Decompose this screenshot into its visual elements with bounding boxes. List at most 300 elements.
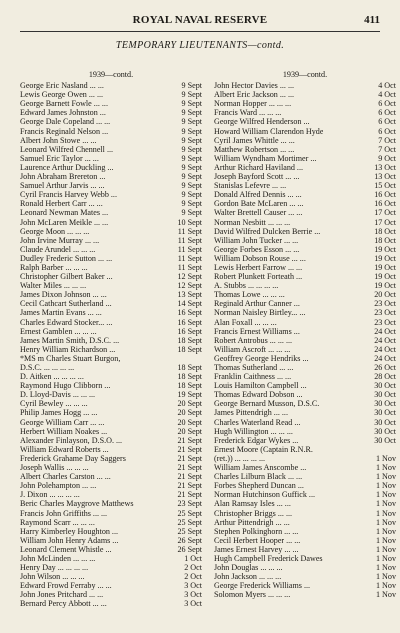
seniority-date: 25 Sept: [177, 526, 202, 536]
seniority-date: 1 Nov: [375, 453, 396, 463]
officer-entry: [20, 354, 202, 363]
seniority-date: 9 Sept: [181, 153, 202, 163]
seniority-date: 23 Oct: [374, 299, 396, 309]
officer-name: Gordon Bate McLaren ... ...: [214, 199, 304, 209]
seniority-date: 9 Sept: [181, 162, 202, 172]
officer-entry: [20, 563, 202, 572]
officer-entry: [20, 108, 202, 117]
officer-entry: [214, 263, 396, 272]
officer-entry: [214, 581, 396, 590]
seniority-date: 1 Nov: [375, 581, 396, 591]
seniority-date: 20 Sept: [177, 417, 202, 427]
officer-entry: [214, 299, 396, 308]
officer-name: Francis Ward ... ... ...: [214, 108, 282, 118]
officer-name: D.S.C. ... ... ... ...: [20, 363, 75, 372]
seniority-date: 18 Sept: [177, 381, 202, 391]
officer-entry: [20, 254, 202, 263]
seniority-date: 26 Sept: [177, 535, 202, 545]
seniority-date: 15 Oct: [374, 181, 396, 191]
officer-entry: [20, 509, 202, 518]
officer-name: Francis Reginald Nelson ...: [20, 126, 109, 136]
seniority-date: 1 Nov: [375, 508, 396, 518]
officer-entry: [20, 381, 202, 390]
officer-entry: [20, 436, 202, 445]
seniority-date: 21 Sept: [177, 444, 202, 454]
seniority-date: 11 Sept: [177, 262, 202, 272]
officer-entry: [214, 181, 396, 190]
officer-entry: [214, 399, 396, 408]
officer-entry: [20, 463, 202, 472]
officer-name: Raymond Hugo Clibborn ...: [20, 381, 111, 391]
officer-name: Francis John Griffiths ... ...: [20, 508, 108, 518]
officer-entry: [20, 208, 202, 217]
officer-entry: [20, 554, 202, 563]
seniority-date: 1 Nov: [375, 535, 396, 545]
officer-entry: [20, 545, 202, 554]
officer-entry: [214, 272, 396, 281]
seniority-date: 9 Sept: [181, 181, 202, 191]
officer-name: A. Stubbs ... ... ... ...: [214, 281, 279, 291]
seniority-date: 21 Sept: [177, 481, 202, 491]
officer-entry: [214, 136, 396, 145]
header-rule: [20, 31, 380, 32]
seniority-date: 9 Sept: [181, 172, 202, 182]
seniority-date: 18 Sept: [177, 335, 202, 345]
officer-entry: [20, 327, 202, 336]
officer-name: Norman Nesbitt ... ... ...: [214, 217, 291, 227]
seniority-date: 25 Sept: [177, 517, 202, 527]
right-column-heading: 1939—contd.: [282, 70, 328, 79]
officer-name: Charles Lilburn Black ... ...: [214, 472, 303, 482]
officer-entry: [20, 227, 202, 236]
seniority-date: 9 Sept: [181, 126, 202, 136]
officer-name: Christopher Briggs ... ...: [214, 508, 293, 518]
officer-name: James Dixon Johnson ... ...: [20, 290, 107, 300]
officer-entry: [214, 481, 396, 490]
officer-entry: [214, 390, 396, 399]
officer-entry: [20, 454, 202, 463]
officer-name: Donald Alfred Dennis ... ...: [214, 190, 302, 200]
officer-name: Geoffrey George Hendriks ...: [214, 353, 309, 363]
seniority-date: 20 Sept: [177, 426, 202, 436]
officer-entry: [20, 490, 202, 499]
officer-name: Stephen Polkinghorn ... ...: [214, 526, 299, 536]
officer-name: Cyril Bewley ... ... ...: [20, 399, 88, 409]
officer-entry: [20, 236, 202, 245]
seniority-date: 13 Oct: [374, 162, 396, 172]
officer-entry: [20, 299, 202, 308]
page-number: 411: [364, 14, 380, 26]
officer-name: Cyril Francis Harvey Webb ...: [20, 190, 117, 200]
officer-entry: [20, 363, 202, 372]
officer-entry: [214, 490, 396, 499]
seniority-date: 9 Sept: [181, 90, 202, 100]
officer-entry: [214, 308, 396, 317]
officer-entry: [214, 108, 396, 117]
officer-entry: [20, 181, 202, 190]
officer-entry: [214, 245, 396, 254]
officer-name: John Douglas ... ... ...: [214, 563, 283, 573]
officer-entry: [214, 427, 396, 436]
officer-entry: [214, 327, 396, 336]
officer-name: D. Lloyd-Davis ... ... ...: [20, 390, 96, 400]
seniority-date: 28 Oct: [374, 372, 396, 382]
seniority-date: 4 Oct: [378, 81, 396, 91]
officer-name: Arthur Richard Haviland ...: [214, 162, 304, 172]
seniority-date: 3 Oct: [184, 599, 202, 609]
officer-name: John Hector Davies ... ...: [214, 81, 295, 91]
seniority-date: 1 Nov: [375, 563, 396, 573]
seniority-date: 9 Sept: [181, 199, 202, 209]
officer-name: George Dale Copeland ... ...: [20, 117, 111, 127]
officer-entry: [20, 145, 202, 154]
officer-name: Samuel Eric Taylor ... ...: [20, 153, 99, 163]
running-title: ROYAL NAVAL RESERVE: [132, 14, 268, 26]
officer-name: Claude Arundel ... ... ...: [20, 244, 96, 254]
seniority-date: 1 Nov: [375, 590, 396, 600]
officer-entry: [20, 117, 202, 126]
seniority-date: 11 Sept: [177, 235, 202, 245]
seniority-date: 9 Sept: [181, 99, 202, 109]
seniority-date: 1 Nov: [375, 572, 396, 582]
officer-name: Thomas Edward Dobson ...: [214, 390, 303, 400]
officer-entry: [20, 336, 202, 345]
officer-name: William Dobson Rouse ... ...: [214, 253, 306, 263]
seniority-date: 18 Sept: [177, 344, 202, 354]
officer-entry: [214, 499, 396, 508]
seniority-date: 11 Sept: [177, 253, 202, 263]
seniority-date: 21 Sept: [177, 472, 202, 482]
officer-entry: [214, 445, 396, 454]
seniority-date: 21 Sept: [177, 435, 202, 445]
officer-name: Leonard Wilfred Chennell ...: [20, 144, 114, 154]
officer-entry: [214, 208, 396, 217]
officer-name: George Frederick Williams ...: [214, 581, 311, 591]
seniority-date: 24 Oct: [374, 353, 396, 363]
page-header: [0, 14, 400, 32]
seniority-date: 7 Oct: [378, 144, 396, 154]
officer-entry: [214, 545, 396, 554]
officer-name: Frederick Edgar Wykes ...: [214, 435, 299, 445]
seniority-date: 30 Oct: [374, 399, 396, 409]
officer-name: Ernest Moore (Captain R.N.R.: [214, 444, 313, 454]
officer-name: Henry Day ... ... ... ...: [20, 563, 89, 573]
officer-name: Ralph Barber ... ... ...: [20, 262, 88, 272]
officer-entry: [20, 218, 202, 227]
officer-name: Alan Ramsay Isles ... ...: [214, 499, 291, 509]
officer-name: Raymond Scarr ... ... ...: [20, 517, 95, 527]
seniority-date: 9 Oct: [378, 153, 396, 163]
officer-entry: [20, 418, 202, 427]
seniority-date: 13 Sept: [177, 290, 202, 300]
officer-entry: [214, 145, 396, 154]
seniority-date: 20 Sept: [177, 408, 202, 418]
officer-entry: [214, 463, 396, 472]
officer-name: Laurence Arthur Duckling ...: [20, 162, 114, 172]
seniority-date: 26 Sept: [177, 544, 202, 554]
officer-name: John Polehampton ... ...: [20, 481, 97, 491]
officer-entry: [20, 536, 202, 545]
officer-name: Christopher Gilbert Baker ...: [20, 272, 113, 282]
seniority-date: 9 Sept: [181, 117, 202, 127]
officer-entry: [214, 117, 396, 126]
seniority-date: 19 Oct: [374, 272, 396, 282]
officer-entry: [214, 381, 396, 390]
officer-entry: [20, 581, 202, 590]
officer-entry: [214, 318, 396, 327]
officer-name: (ret.)) ... ... ... ...: [214, 453, 266, 463]
officer-name: Samuel Arthur Jarvis ... ...: [20, 181, 105, 191]
seniority-date: 19 Oct: [374, 262, 396, 272]
officer-entry: [214, 572, 396, 581]
left-column: [20, 70, 202, 609]
officer-name: George Wilfred Henderson ...: [214, 117, 310, 127]
officer-name: Beric Charles Maygrove Matthews: [20, 499, 134, 509]
officer-entry: [20, 572, 202, 581]
officer-entry: [20, 372, 202, 381]
officer-name: Albert Eric Jackson ... ...: [214, 90, 295, 100]
seniority-date: 12 Sept: [177, 272, 202, 282]
seniority-date: 16 Sept: [177, 317, 202, 327]
officer-entry: [214, 336, 396, 345]
seniority-date: 1 Nov: [375, 544, 396, 554]
seniority-date: 30 Oct: [374, 381, 396, 391]
officer-name: John Irvine Murray ... ...: [20, 235, 100, 245]
seniority-date: 9 Sept: [181, 208, 202, 218]
officer-name: Hugh Willington ... ... ...: [214, 426, 293, 436]
officer-entry: [214, 290, 396, 299]
seniority-date: 9 Sept: [181, 135, 202, 145]
officer-entry: [214, 354, 396, 363]
officer-entry: [20, 81, 202, 90]
officer-name: Norman Naisley Birtley... ...: [214, 308, 306, 318]
officer-entry: [214, 372, 396, 381]
seniority-date: 30 Oct: [374, 408, 396, 418]
officer-name: Hugh Campbell Frederick Dawes: [214, 553, 323, 563]
officer-name: Robert Antrobus ... ... ...: [214, 335, 293, 345]
section-subtitle: TEMPORARY LIEUTENANTS—contd.: [115, 40, 285, 51]
officer-entry: [20, 290, 202, 299]
officer-name: Franklin Caithness ... ...: [214, 372, 292, 382]
officer-entry: [20, 127, 202, 136]
officer-entry: [214, 527, 396, 536]
officer-name: Ronald Herbert Carr ... ...: [20, 199, 103, 209]
officer-entry: [20, 408, 202, 417]
officer-name: Henry William Richardson ...: [20, 344, 116, 354]
seniority-date: 17 Oct: [374, 217, 396, 227]
officer-name: Robert Plunkett Forteath ...: [214, 272, 303, 282]
officer-entry: [20, 518, 202, 527]
seniority-date: 3 Oct: [184, 581, 202, 591]
officer-name: George Bernard Musson, D.S.C.: [214, 399, 320, 409]
officer-entry: [20, 445, 202, 454]
seniority-date: 6 Oct: [378, 126, 396, 136]
officer-entry: [214, 436, 396, 445]
officer-name: D. Aitken ... ... ... ...: [20, 372, 84, 382]
officer-name: Howard William Clarendon Hyde: [214, 126, 324, 136]
officer-entry: [20, 399, 202, 408]
officer-entry: [214, 199, 396, 208]
seniority-date: 9 Sept: [181, 81, 202, 91]
officer-entry: [214, 81, 396, 90]
officer-name: Edward Frowd Ferraby ... ...: [20, 581, 112, 591]
officer-name: Matthew Robertson ... ...: [214, 144, 295, 154]
seniority-date: 16 Sept: [177, 326, 202, 336]
officer-name: Ernest Gamblen ... ... ...: [20, 326, 97, 336]
officer-entry: [20, 172, 202, 181]
left-column-heading: 1939—contd.: [88, 70, 134, 79]
seniority-date: [199, 354, 202, 363]
seniority-date: [393, 445, 396, 454]
officer-entry: [20, 90, 202, 99]
officer-entry: [20, 190, 202, 199]
officer-entry: [214, 363, 396, 372]
seniority-date: 6 Oct: [378, 99, 396, 109]
officer-entry: [20, 318, 202, 327]
officer-name: Thomas Lowe ... ... ...: [214, 290, 285, 300]
officer-name: Louis Hamilton Campbell ...: [214, 381, 307, 391]
officer-entry: [214, 536, 396, 545]
officer-entry: [214, 236, 396, 245]
officer-name: John Wilson ... ... ...: [20, 572, 85, 582]
officer-name: Charles Waterland Read ...: [214, 417, 301, 427]
seniority-date: 19 Oct: [374, 253, 396, 263]
officer-entry: [20, 390, 202, 399]
officer-entry: [214, 172, 396, 181]
officer-entry: [20, 136, 202, 145]
seniority-date: 1 Nov: [375, 517, 396, 527]
seniority-date: 21 Sept: [177, 490, 202, 500]
officer-entry: [20, 590, 202, 599]
officer-entry: [214, 190, 396, 199]
seniority-date: 19 Oct: [374, 244, 396, 254]
seniority-date: 23 Oct: [374, 317, 396, 327]
seniority-date: 18 Oct: [374, 235, 396, 245]
officer-name: Lewis George Owen ... ...: [20, 90, 104, 100]
seniority-date: 9 Sept: [181, 144, 202, 154]
officer-name: Harry Kimberley Houghton ...: [20, 526, 119, 536]
officer-entry: [20, 99, 202, 108]
seniority-date: 30 Oct: [374, 390, 396, 400]
seniority-date: 9 Sept: [181, 108, 202, 118]
officer-name: William James Anscombe ...: [214, 463, 307, 473]
officer-name: Joseph Wallis ... ... ...: [20, 463, 89, 473]
officer-name: George William Carr ... ...: [20, 417, 105, 427]
officer-entry: [20, 263, 202, 272]
seniority-date: 12 Sept: [177, 281, 202, 291]
seniority-date: 1 Nov: [375, 481, 396, 491]
seniority-date: 6 Oct: [378, 108, 396, 118]
seniority-date: 24 Oct: [374, 326, 396, 336]
officer-name: John Jackson ... ... ...: [214, 572, 282, 582]
seniority-date: 4 Oct: [378, 90, 396, 100]
officer-name: David Wilfred Dulcken Berrie ...: [214, 226, 321, 236]
seniority-date: 30 Oct: [374, 426, 396, 436]
seniority-date: 21 Sept: [177, 453, 202, 463]
officer-name: Cecil Herbert Hooper ... ...: [214, 535, 301, 545]
officer-name: George Forbes Esson ... ...: [214, 244, 300, 254]
officer-name: Cecil Cathcart Sutherland ...: [20, 299, 112, 309]
officer-entry: [214, 227, 396, 236]
seniority-date: 21 Sept: [177, 463, 202, 473]
officer-entry: [20, 163, 202, 172]
seniority-date: 24 Oct: [374, 335, 396, 345]
officer-name: Joseph Bayford Scott ... ...: [214, 172, 300, 182]
seniority-date: 17 Oct: [374, 208, 396, 218]
officer-name: Stanislas Lefevre ... ...: [214, 181, 287, 191]
seniority-date: 13 Oct: [374, 172, 396, 182]
officer-entry: [214, 154, 396, 163]
officer-entry: [20, 199, 202, 208]
officer-name: Albert John Stowe ... ...: [20, 135, 97, 145]
seniority-date: 20 Oct: [374, 290, 396, 300]
seniority-date: 1 Nov: [375, 499, 396, 509]
officer-name: Reginald Arthur Canner ...: [214, 299, 300, 309]
seniority-date: 16 Sept: [177, 308, 202, 318]
officer-entry: [214, 345, 396, 354]
seniority-date: 1 Nov: [375, 553, 396, 563]
officer-name: Cyril James Whittle ... ...: [214, 135, 295, 145]
officer-entry: [20, 472, 202, 481]
officer-name: John McLaren Meikle ... ...: [20, 217, 109, 227]
seniority-date: 23 Oct: [374, 308, 396, 318]
officer-name: J. Dixon ... ... ... ...: [20, 490, 80, 500]
officer-name: Alexander Finlayson, D.S.O. ...: [20, 435, 123, 445]
officer-name: Arthur Pittendrigh ... ...: [214, 517, 290, 527]
officer-name: James Martin Smith, D.S.C. ...: [20, 335, 120, 345]
officer-entry: [20, 281, 202, 290]
seniority-date: 26 Oct: [374, 363, 396, 372]
officer-entry: [214, 90, 396, 99]
seniority-date: 19 Sept: [177, 390, 202, 400]
seniority-date: 1 Nov: [375, 526, 396, 536]
officer-name: Walter Miles ... ... ...: [20, 281, 87, 291]
seniority-date: 16 Oct: [374, 190, 396, 200]
seniority-date: 2 Oct: [184, 563, 202, 573]
seniority-date: 11 Sept: [177, 244, 202, 254]
officer-name: George Eric Nasland ... ...: [20, 81, 104, 91]
officer-name: Bernard Percy Abbott ... ...: [20, 599, 107, 609]
officer-name: John McLinden ... ... ...: [20, 553, 96, 563]
officer-name: Solomon Myers ... ... ...: [214, 590, 291, 600]
officer-entry: [214, 418, 396, 427]
seniority-date: 1 Nov: [375, 490, 396, 500]
seniority-date: 24 Oct: [374, 344, 396, 354]
officer-name: Leonard Clement Whistle ...: [20, 544, 112, 554]
seniority-date: 25 Sept: [177, 508, 202, 518]
officer-entry: [20, 345, 202, 354]
officer-entry: [214, 218, 396, 227]
officer-name: James Ernest Harvey ... ...: [214, 544, 299, 554]
officer-entry: [214, 518, 396, 527]
seniority-date: 16 Oct: [374, 199, 396, 209]
officer-name: William Ascroft ... ... ...: [214, 344, 291, 354]
officer-name: George Moon ... ... ...: [20, 226, 90, 236]
seniority-date: 14 Sept: [177, 299, 202, 309]
seniority-date: 19 Oct: [374, 281, 396, 291]
officer-name: William Wyndham Mortimer ...: [214, 153, 317, 163]
officer-entry: [214, 99, 396, 108]
officer-entry: [20, 427, 202, 436]
officer-name: Thomas Sutherland ... ...: [214, 363, 294, 372]
seniority-date: 1 Nov: [375, 472, 396, 482]
officer-name: Norman Hopper ... ... ...: [214, 99, 292, 109]
officer-name: Dudley Frederic Sutton ... ...: [20, 253, 113, 263]
officer-name: *MS m Charles Stuart Burgon,: [20, 353, 121, 363]
seniority-date: 2 Oct: [184, 572, 202, 582]
officer-name: James Pittendrigh ... ...: [214, 408, 288, 418]
left-column-entries: [20, 81, 202, 608]
